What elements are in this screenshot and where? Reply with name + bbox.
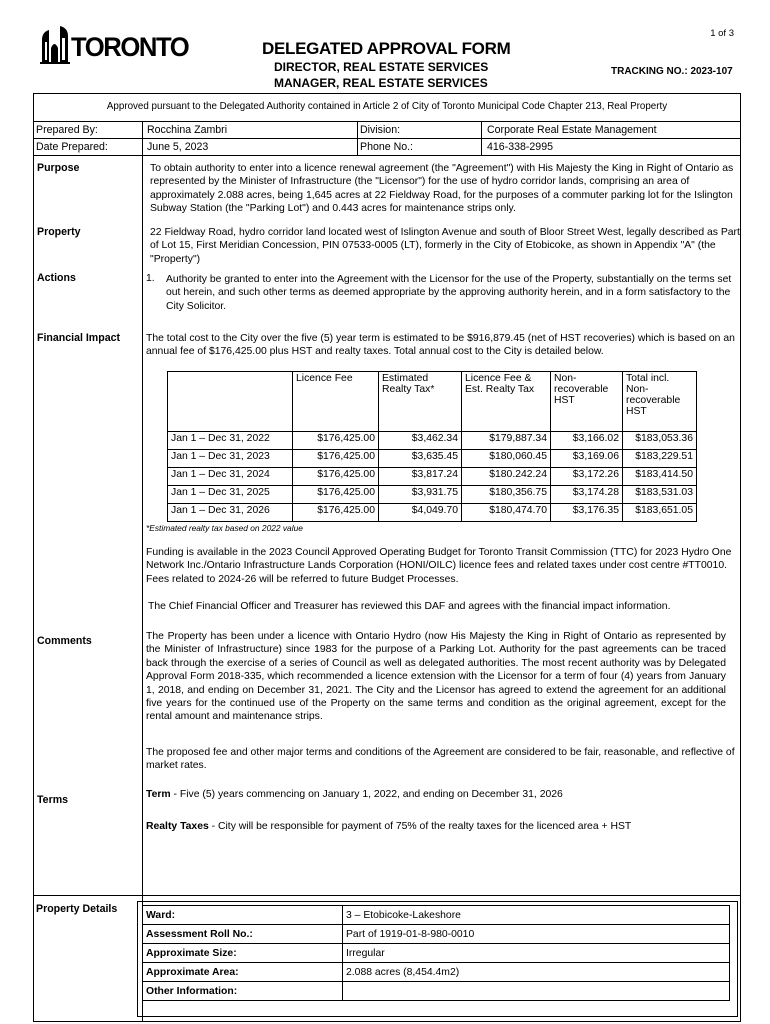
date-prepared-value: June 5, 2023 (147, 141, 209, 153)
table-header: Total incl. Non-recoverable HST (623, 372, 697, 432)
table-cell: $3,931.75 (379, 486, 462, 504)
table-cell: $180,356.75 (462, 486, 551, 504)
table-header: Licence Fee & Est. Realty Tax (462, 372, 551, 432)
table-cell: $176,425.00 (293, 450, 379, 468)
phone-label: Phone No.: (360, 141, 414, 153)
table-cell: Jan 1 – Dec 31, 2023 (168, 450, 293, 468)
table-row (168, 504, 697, 522)
city-hall-icon (40, 26, 70, 64)
table-header: Estimated Realty Tax* (379, 372, 462, 432)
realty-taxes-text: - City will be responsible for payment of 75% of the realty taxes for the licenced area + HST (208, 821, 632, 832)
table-cell: $183,651.05 (623, 504, 697, 522)
terms-label: Terms (37, 794, 69, 806)
detail-value (343, 982, 730, 1001)
table-cell: $3,462.34 (379, 432, 462, 450)
table-header-blank (168, 372, 293, 432)
table-cell: $180,060.45 (462, 450, 551, 468)
detail-label: Approximate Area: (143, 963, 343, 982)
table-cell: Jan 1 – Dec 31, 2025 (168, 486, 293, 504)
table-row (143, 982, 730, 1001)
table-cell: $176,425.00 (293, 504, 379, 522)
table-cell: $183,053.36 (623, 432, 697, 450)
realty-taxes-heading: Realty Taxes (146, 821, 209, 832)
detail-label: Approximate Size: (143, 944, 343, 963)
table-header: Non-recoverable HST (551, 372, 623, 432)
actions-label: Actions (37, 272, 76, 284)
table-row (168, 450, 697, 468)
detail-value: Irregular (343, 944, 730, 963)
table-row (168, 432, 697, 450)
comments-paragraph-1: The Property has been under a licence with Ontario Hydro (now His Majesty the King in Right of Ontario as represented by the Minister of Infrastructure) since 1983 for the purpose of a Parking Lot. Authority for the past agreements can be traced back through the exercise of a series of Council as well as delegated authorities. The most recent authority was by Delegated Approval Form 2018-335, which recommended a licence extension with the Licensor for a term of four (4) years from January 1, 2018, and ending on December 31, 2021. The City and the Licensor has agreed to extend the agreement for an additional five years for the continued use of the Property on the same terms and condition as the original agreement, except for the rental amount and maintenance strips. (146, 631, 726, 723)
comments-paragraph-2: The proposed fee and other major terms and conditions of the Agreement are considered to be fair, reasonable, and reflective of market rates. (146, 747, 735, 772)
table-cell: $183,414.50 (623, 468, 697, 486)
form-title: DELEGATED APPROVAL FORM (262, 39, 511, 58)
table-cell: $3,176.35 (551, 504, 623, 522)
division-label: Division: (360, 124, 401, 136)
term-heading: Term (146, 789, 171, 800)
detail-value: 2.088 acres (8,454.4m2) (343, 963, 730, 982)
funding-text: Funding is available in the 2023 Council Approved Operating Budget for Toronto Transit Commission (TTC) for 2023 Hydro One Network Inc./Ontario Infrastructure Lands Corporation (HONI/OILC) licence fees and related taxes under cost centre #TT0010. Fees related to 2024-26 will be referred to future Budget Processes. (146, 547, 732, 585)
prepared-by-label: Prepared By: (36, 124, 98, 136)
table-cell: $183,229.51 (623, 450, 697, 468)
toronto-logo (40, 26, 189, 66)
table-cell: $180.242.24 (462, 468, 551, 486)
logo-wordmark: TORONTO (71, 32, 189, 62)
table-cell: $176,425.00 (293, 432, 379, 450)
date-prepared-label: Date Prepared: (36, 141, 108, 153)
table-cell: $3,169.06 (551, 450, 623, 468)
prepared-by-value: Rocchina Zambri (147, 124, 228, 136)
form-subtitle-manager: MANAGER, REAL ESTATE SERVICES (274, 76, 488, 90)
page-number: 1 of 3 (710, 28, 734, 39)
table-cell: $176,425.00 (293, 468, 379, 486)
table-row (143, 963, 730, 982)
property-details-table (142, 905, 730, 1001)
table-header: Licence Fee (293, 372, 379, 432)
property-details-label: Property Details (36, 903, 118, 915)
detail-label: Ward: (143, 906, 343, 925)
detail-value: 3 – Etobicoke-Lakeshore (343, 906, 730, 925)
financial-impact-label: Financial Impact (37, 332, 121, 344)
table-cell: Jan 1 – Dec 31, 2022 (168, 432, 293, 450)
table-row (143, 944, 730, 963)
table-cell: $3,817.24 (379, 468, 462, 486)
table-cell: $4,049.70 (379, 504, 462, 522)
table-cell: Jan 1 – Dec 31, 2024 (168, 468, 293, 486)
detail-value: Part of 1919-01-8-980-0010 (343, 925, 730, 944)
property-label: Property (37, 226, 81, 238)
term-line (146, 789, 563, 800)
division-value: Corporate Real Estate Management (487, 124, 657, 136)
table-cell: Jan 1 – Dec 31, 2026 (168, 504, 293, 522)
table-cell: $176,425.00 (293, 486, 379, 504)
action-number: 1. (146, 273, 155, 284)
table-cell: $3,166.02 (551, 432, 623, 450)
detail-label: Other Information: (143, 982, 343, 1001)
table-cell: $3,635.45 (379, 450, 462, 468)
action-text: Authority be granted to enter into the Agreement with the Licensor for the use of the Property, substantially on the terms set out herein, and such other terms as deemed appropriate by the approving authority herein, and in a form satisfactory to the City Solicitor. (166, 274, 732, 312)
table-row (168, 486, 697, 504)
table-cell: $180,474.70 (462, 504, 551, 522)
table-row (168, 468, 697, 486)
table-row (143, 906, 730, 925)
table-cell: $3,172.26 (551, 468, 623, 486)
phone-value: 416-338-2995 (487, 141, 553, 153)
table-cell: $183,531.03 (623, 486, 697, 504)
table-cell: $179,887.34 (462, 432, 551, 450)
comments-label: Comments (37, 635, 92, 647)
financial-table (167, 371, 697, 522)
tracking-number: TRACKING NO.: 2023-107 (611, 66, 733, 77)
term-text: - Five (5) years commencing on January 1, 2022, and ending on December 31, 2026 (170, 789, 563, 800)
table-row (143, 925, 730, 944)
realty-tax-footnote: *Estimated realty tax based on 2022 value (146, 523, 303, 533)
detail-label: Assessment Roll No.: (143, 925, 343, 944)
realty-taxes-line (146, 821, 631, 832)
approval-statement: Approved pursuant to the Delegated Authority contained in Article 2 of City of Toronto Municipal Code Chapter 213, Real Property (106, 101, 668, 112)
cfo-review-text: The Chief Financial Officer and Treasurer has reviewed this DAF and agrees with the financial impact information. (148, 601, 671, 612)
purpose-text: To obtain authority to enter into a licence renewal agreement (the "Agreement") with His Majesty the King in Right of Ontario as represented by the Minister of Infrastructure (the "Licensor") for the use of hydro corridor lands, comprising an area of approximately 2.088 acres, being 1,645 acres at 22 Fieldway Road, for the purposes of a commuter parking lot for the Islington Subway Station (the "Parking Lot") and 0.443 acres for maintenance strips only. (150, 163, 734, 215)
financial-intro: The total cost to the City over the five (5) year term is estimated to be $916,879.45 (net of HST recoveries) which is based on an annual fee of $176,425.00 plus HST and realty taxes. Total annual cost to the City is detailed below. (146, 333, 735, 358)
purpose-label: Purpose (37, 162, 80, 174)
property-text: 22 Fieldway Road, hydro corridor land located west of Islington Avenue and south of Bloor Street West, legally described as Part of Lot 15, First Meridian Concession, PIN 07533-0005 (LT), formerly in the City of Etobicoke, as shown in Appendix "A" (the "Property") (150, 227, 740, 265)
table-cell: $3,174.28 (551, 486, 623, 504)
form-subtitle-director: DIRECTOR, REAL ESTATE SERVICES (274, 60, 489, 74)
